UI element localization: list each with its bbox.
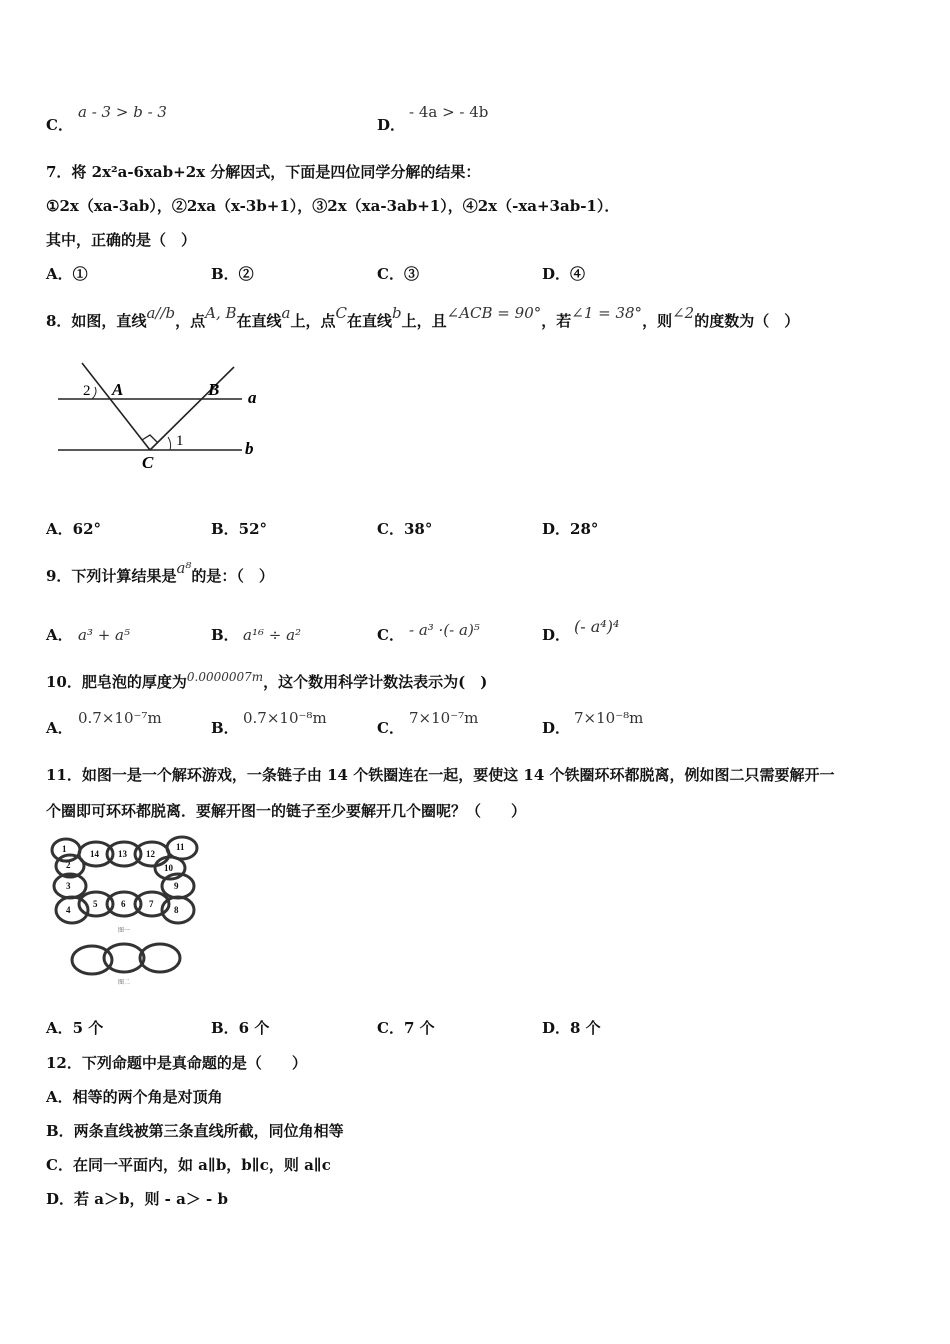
q11-ring-label: 13	[118, 849, 127, 859]
q7-option-a: A．①	[46, 265, 88, 283]
q9-option-b-expr: a¹⁶ ÷ a²	[243, 626, 302, 644]
q9-option-d-label: D．	[542, 626, 571, 644]
q8-angle-2-label: 2	[83, 383, 91, 399]
q8-option-b: B．52°	[211, 520, 268, 538]
q11-ring-label: 11	[176, 842, 185, 852]
q8-math: ∠2	[672, 304, 695, 322]
q9-option-a-label: A．	[46, 626, 73, 644]
q11-option-c: C．7 个	[377, 1019, 435, 1037]
q10-option-b-expr: 0.7×10⁻⁸m	[243, 709, 327, 727]
q8-math: ∠1 = 38°	[571, 304, 643, 322]
q8-math: a	[281, 304, 291, 322]
q9-math: a⁸	[176, 559, 192, 577]
q10-option-d-label: D．	[542, 719, 571, 737]
q8-math: A, B	[205, 304, 237, 322]
q8-point-a-label: A	[112, 380, 124, 399]
q10-text: 10．肥皂泡的厚度为	[46, 673, 187, 691]
q11-option-d: D．8 个	[542, 1019, 601, 1037]
q10-option-c-label: C．	[377, 719, 404, 737]
q8-text: 的度数为（ ）	[694, 312, 800, 330]
q11-stem-line1: 11．如图一是一个解环游戏，一条链子由 14 个铁圈连在一起，要使这 14 个铁圈环环都脱离，例如图二只需要解开一	[46, 766, 835, 784]
q11-ring-label: 5	[93, 899, 98, 909]
q6-option-d-expr: - 4a > - 4b	[409, 103, 489, 121]
q11-ring-label: 8	[174, 905, 179, 915]
q9-option-b-label: B．	[211, 626, 239, 644]
q11-ring-label: 10	[164, 863, 173, 873]
q8-figure	[50, 355, 275, 475]
q8-math: a//b	[146, 304, 176, 322]
q11-figure-2-caption: 图二	[118, 980, 131, 986]
q9-option-c-label: C．	[377, 626, 404, 644]
q11-ring-label: 4	[66, 905, 71, 915]
q11-ring-label: 14	[90, 849, 99, 859]
q11-ring-label: 2	[66, 860, 71, 870]
q7-results: ①2x（xa-3ab），②2xa（x-3b+1），③2x（xa-3ab+1），④2x（-xa+3ab-1）．	[46, 197, 620, 215]
q11-figure-1-caption: 图一	[118, 928, 131, 934]
q8-math: b	[392, 304, 402, 322]
q11-ring-label: 12	[146, 849, 155, 859]
q12-option-d: D．若 a＞b，则 - a＞ - b	[46, 1190, 228, 1208]
q8-text: 在直线	[236, 312, 282, 330]
q8-line-b-label: b	[245, 439, 254, 458]
q8-angle-1-label: 1	[176, 433, 184, 449]
q7-option-c: C．③	[377, 265, 419, 283]
q11-ring-label: 7	[149, 899, 154, 909]
q9-option-d-expr: (- a⁴)⁴	[574, 617, 620, 636]
q8-text: ，则	[642, 312, 673, 330]
q9-option-c-expr: - a³ ·(- a)⁵	[409, 621, 480, 639]
q10-option-c-expr: 7×10⁻⁷m	[409, 709, 479, 727]
q8-option-d: D．28°	[542, 520, 599, 538]
q8-point-b-label: B	[208, 380, 220, 399]
q11-option-b: B．6 个	[211, 1019, 270, 1037]
q12-option-c: C．在同一平面内，如 a∥b，b∥c，则 a∥c	[46, 1156, 331, 1174]
q9-text: 的是：（ ）	[191, 567, 274, 585]
q8-stem	[46, 304, 800, 331]
q10-option-a-expr: 0.7×10⁻⁷m	[78, 709, 162, 727]
q8-text: 在直线	[347, 312, 393, 330]
q8-option-a: A．62°	[46, 520, 102, 538]
q8-text: ，点	[175, 312, 206, 330]
q11-ring-label: 6	[121, 899, 126, 909]
q12-option-b: B．两条直线被第三条直线所截，同位角相等	[46, 1122, 344, 1140]
q9-text: 9．下列计算结果是	[46, 567, 177, 585]
q11-ring-label: 9	[174, 881, 179, 891]
q8-text: 8．如图，直线	[46, 312, 147, 330]
q10-option-d-expr: 7×10⁻⁸m	[574, 709, 644, 727]
q11-ring-label: 3	[66, 881, 71, 891]
q11-stem-line2: 个圈即可环环都脱离．要解开图一的链子至少要解开几个圈呢？（ ）	[46, 802, 527, 820]
q11-option-a: A．5 个	[46, 1019, 104, 1037]
q7-option-d: D．④	[542, 265, 586, 283]
q7-question: 其中，正确的是（ ）	[46, 231, 197, 249]
q8-option-c: C．38°	[377, 520, 433, 538]
q8-point-c-label: C	[142, 453, 154, 472]
q9-option-a-expr: a³ + a⁵	[78, 626, 131, 644]
q8-math: C	[335, 304, 347, 322]
q8-text: 上，且	[401, 312, 447, 330]
q12-stem: 12．下列命题中是真命题的是（ ）	[46, 1054, 307, 1072]
q6-option-d-label: D．	[377, 116, 406, 134]
q11-ring-label: 1	[62, 844, 67, 854]
q8-line-a-label: a	[248, 388, 257, 407]
q7-option-b: B．②	[211, 265, 254, 283]
q9-stem	[46, 559, 274, 586]
q10-math: 0.0000007m	[186, 670, 264, 684]
q10-option-b-label: B．	[211, 719, 239, 737]
q12-option-a: A．相等的两个角是对顶角	[46, 1088, 223, 1106]
q10-stem	[46, 672, 487, 693]
q10-option-a-label: A．	[46, 719, 73, 737]
q8-text: 上，点	[290, 312, 336, 330]
q6-option-c-label: C．	[46, 116, 73, 134]
q7-stem: 7．将 2x²a-6xab+2x 分解因式，下面是四位同学分解的结果：	[46, 163, 481, 181]
q11-ring-figure	[46, 832, 216, 992]
q8-text: ，若	[541, 312, 572, 330]
q10-text: ，这个数用科学计数法表示为( )	[263, 673, 488, 691]
q8-math: ∠ACB = 90°	[446, 304, 542, 322]
q6-option-c-expr: a - 3 > b - 3	[78, 103, 167, 121]
